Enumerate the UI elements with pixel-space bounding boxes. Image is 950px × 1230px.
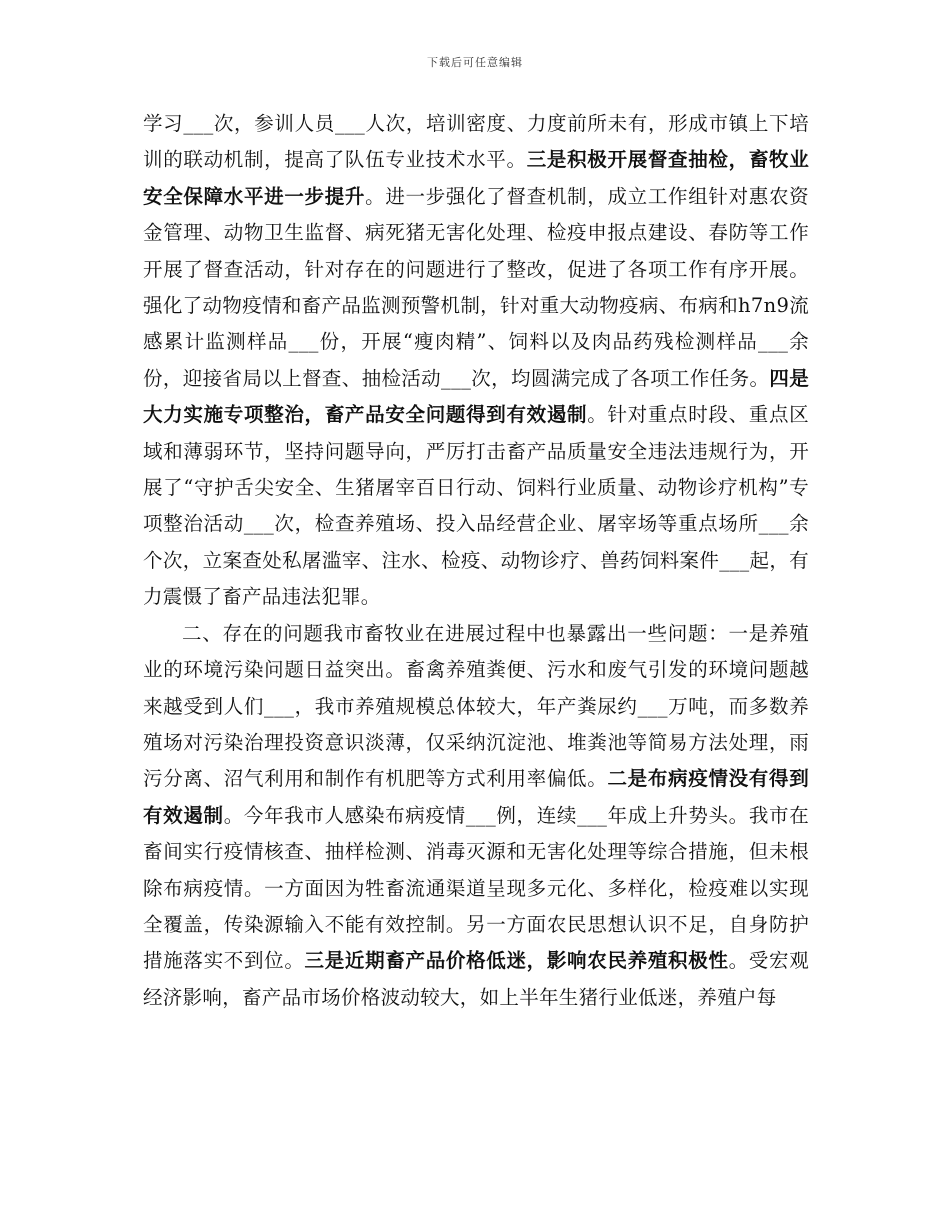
page-header: 下载后可任意编辑 bbox=[427, 56, 523, 69]
document-body bbox=[143, 106, 809, 1016]
paragraph-2-text: 二、存在的问题我市畜牧业在进展过程中也暴露出一些问题：一是养殖业的环境污染问题日益突出。畜禽养殖粪便、污水和废气引发的环境问题越来越受到人们___，我市养殖规模总体较大，年产粪尿约___万吨，而多数养殖场对污染治理投资意识淡薄，仅采纳沉淀池、堆粪池等简易方法处理，雨污分离、沼气利用和制作有机肥等方式利用率偏低。 bbox=[143, 621, 809, 791]
paragraph-1-text: 。进一步强化了督查机制，成立工作组针对惠农资金管理、动物卫生监督、病死猪无害化处理、检疫申报点建设、春防等工作开展了督查活动，针对存在的问题进行了整改，促进了各项工作有序开展。强化了动物疫情和畜产品监测预警机制，针对重大动物疫病、布病和h7n9流感累计监测样品___份，开展“瘦肉精”、饲料以及肉品药残检测样品___余份，迎接省局以上督查、抽检活动___次，均圆满完成了各项工作任务。 bbox=[143, 184, 809, 390]
paragraph-1 bbox=[143, 106, 809, 616]
paragraph-1-heading-four: 四是大力实施专项整治，畜产品安全问题得到有效遏制 bbox=[143, 366, 809, 427]
paragraph-2-heading-three: 三是近期畜产品价格低迷，影响农民养殖积极性 bbox=[304, 949, 729, 973]
paragraph-1-text: 学习___次，参训人员___人次，培训密度、力度前所未有，形成市镇上下培训的联动机制，提高了队伍专业技术水平。 bbox=[143, 112, 809, 172]
paragraph-2 bbox=[143, 616, 809, 1016]
paragraph-2-text: 。今年我市人感染布病疫情___例，连续___年成上升势头。我市在畜间实行疫情核查、抽样检测、消毒灭源和无害化处理等综合措施，但未根除布病疫情。一方面因为牲畜流通渠道呈现多元化、多样化，检疫难以实现全覆盖，传染源输入不能有效控制。另一方面农民思想认识不足，自身防护措施落实不到位。 bbox=[143, 803, 809, 973]
paragraph-1-heading-three: 三是积极开展督查抽检，畜牧业安全保障水平进一步提升 bbox=[143, 148, 810, 208]
paragraph-2-text: 。受宏观经济影响，畜产品市场价格波动较大，如上半年生猪行业低迷，养殖户每 bbox=[143, 949, 809, 1009]
paragraph-2-heading-two: 二是布病疫情没有得到有效遏制 bbox=[143, 767, 809, 827]
paragraph-1-text: 。针对重点时段、重点区域和薄弱环节，坚持问题导向，严厉打击畜产品质量安全违法违规行为，开展了“守护舌尖安全、生猪屠宰百日行动、饲料行业质量、动物诊疗机构”专项整治活动___次，检查养殖场、投入品经营企业、屠宰场等重点场所___余个次，立案查处私屠滥宰、注水、检疫、动物诊疗、兽药饲料案件___起，有力震慑了畜产品违法犯罪。 bbox=[143, 403, 809, 609]
